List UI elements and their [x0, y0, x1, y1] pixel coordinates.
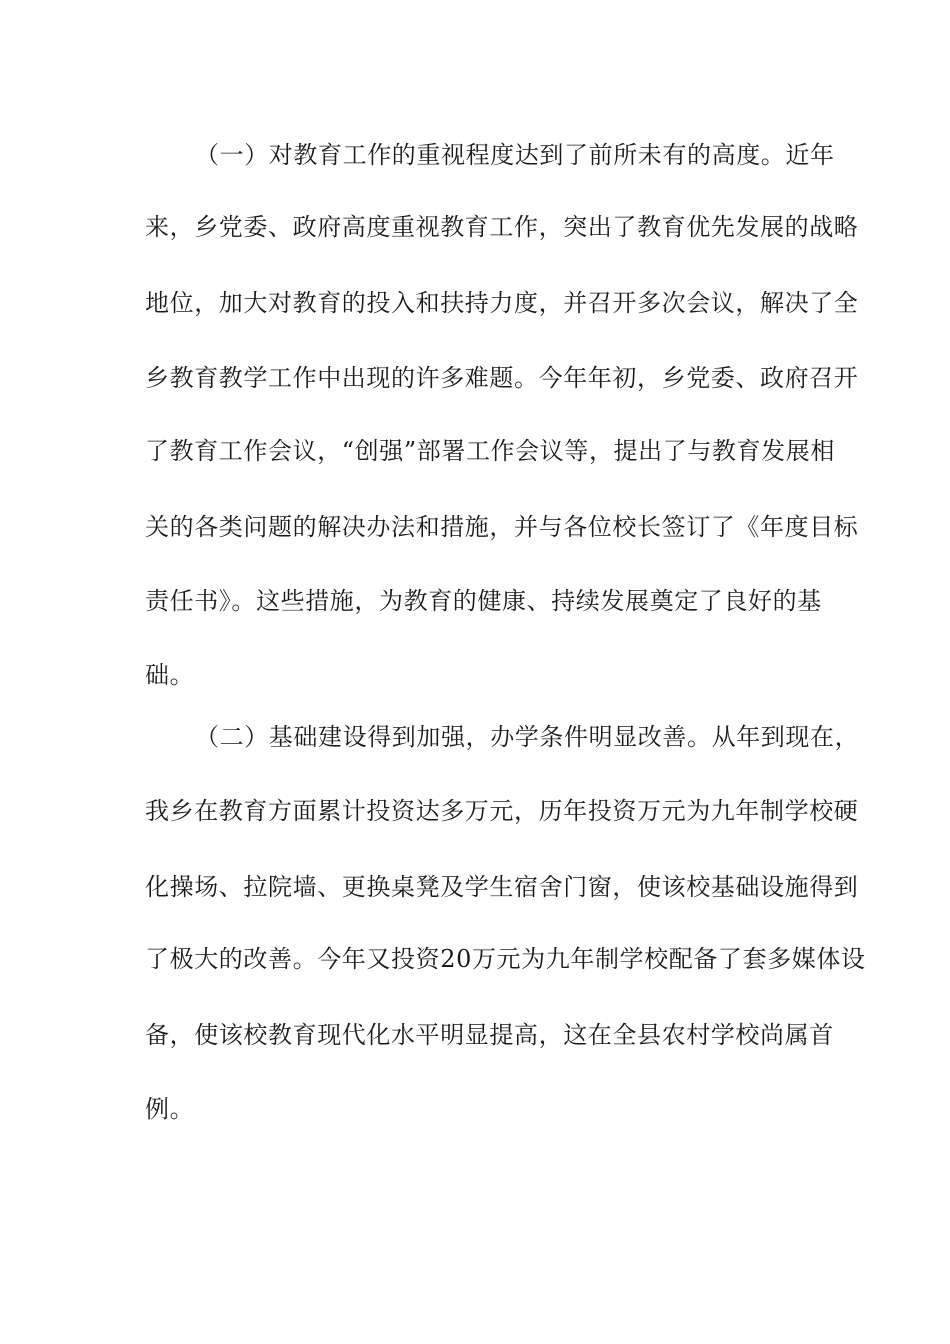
- paragraph-2-line-6: 例。: [145, 1095, 195, 1123]
- paragraph-2-line-5: 备，使该校教育现代化水平明显提高，这在全县农村学校尚属首: [145, 1021, 834, 1049]
- paragraph-1-line-4: 乡教育教学工作中出现的许多难题。今年年初，乡党委、政府召开: [145, 364, 859, 392]
- paragraph-1-line-3: 地位，加大对教育的投入和扶持力度，并召开多次会议，解决了全: [145, 289, 859, 317]
- paragraph-1-line-7: 责任书》。这些措施，为教育的健康、持续发展奠定了良好的基: [145, 587, 822, 615]
- paragraph-2-line-4: 了极大的改善。今年又投资20万元为九年制学校配备了套多媒体设: [145, 945, 866, 973]
- paragraph-1-line-8: 础。: [145, 661, 195, 689]
- paragraph-1-line-1: （一）对教育工作的重视程度达到了前所未有的高度。近年: [195, 141, 835, 169]
- paragraph-2-line-2: 我乡在教育方面累计投资达多万元，历年投资万元为九年制学校硬: [145, 797, 859, 825]
- paragraph-1-line-2: 来，乡党委、政府高度重视教育工作，突出了教育优先发展的战略: [145, 213, 859, 241]
- paragraph-1-line-6: 关的各类问题的解决办法和措施，并与各位校长签订了《年度目标: [145, 513, 859, 541]
- paragraph-1-line-5: 了教育工作会议，“创强”部署工作会议等，提出了与教育发展相: [145, 437, 835, 465]
- paragraph-2-line-1: （二）基础建设得到加强，办学条件明显改善。从年到现在，: [195, 723, 860, 751]
- paragraph-2-line-3: 化操场、拉院墙、更换桌凳及学生宿舍门窗，使该校基础设施得到: [145, 873, 859, 901]
